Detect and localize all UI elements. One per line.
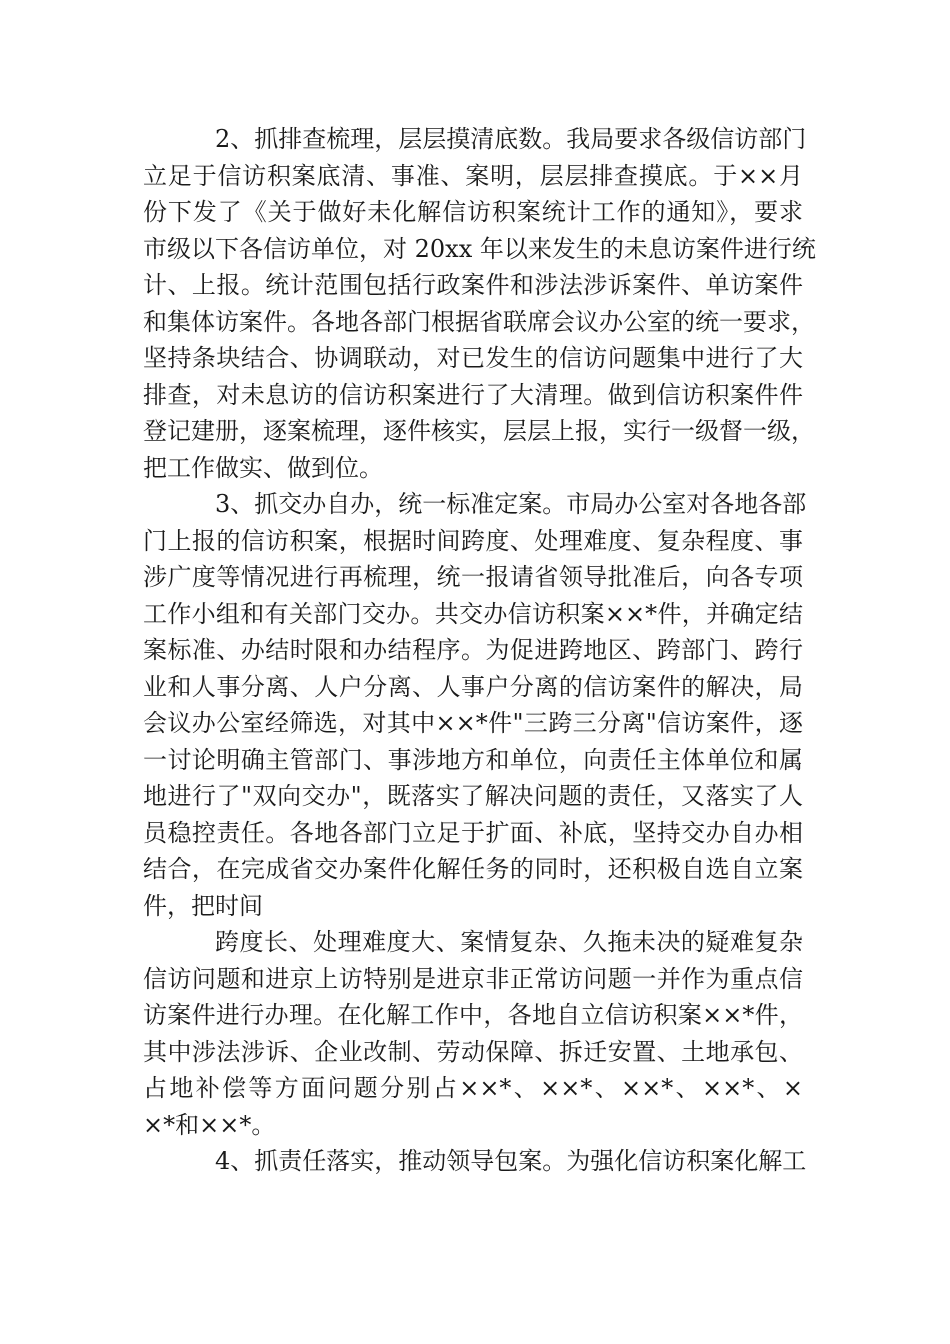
text-line: 其中涉法涉诉、企业改制、劳动保障、拆迁安置、土地承包、 [143, 1037, 803, 1066]
text-line: 登记建册，逐案梳理，逐件核实，层层上报，实行一级督一级， [143, 417, 815, 445]
text-line: 计、上报。统计范围包括行政案件和涉法涉诉案件、单访案件 [143, 271, 803, 299]
paragraph-4-heading-line: 4、抓责任落实，推动领导包案。为强化信访积案化解工 [215, 1147, 807, 1175]
text-line: 员稳控责任。各地各部门立足于扩面、补底，坚持交办自办相 [143, 818, 803, 847]
document-body [143, 121, 816, 1180]
text-line: 结合，在完成省交办案件化解任务的同时，还积极自选自立案 [143, 855, 803, 883]
text-line: 坚持条块结合、协调联动，对已发生的信访问题集中进行了大 [143, 344, 803, 372]
text-line: 涉广度等情况进行再梳理，统一报请省领导批准后，向各专项 [143, 563, 803, 591]
text-line: ×*和××*。 [143, 1110, 276, 1139]
text-line: 访案件进行办理。在化解工作中，各地自立信访积案××*件， [143, 1001, 803, 1029]
text-line: 市级以下各信访单位，对 20xx 年以来发生的未息访案件进行统 [143, 234, 816, 263]
text-line: 门上报的信访积案，根据时间跨度、处理难度、复杂程度、事 [143, 526, 803, 555]
text-line: 信访问题和进京上访特别是进京非正常访问题一并作为重点信 [143, 964, 803, 993]
text-line: 业和人事分离、人户分离、人事户分离的信访案件的解决，局 [143, 672, 803, 701]
text-line: 占地补偿等方面问题分别占××*、××*、××*、××*、× [143, 1074, 803, 1102]
text-line: 工作小组和有关部门交办。共交办信访积案××*件，并确定结 [143, 599, 803, 628]
text-line: 和集体访案件。各地各部门根据省联席会议办公室的统一要求， [143, 307, 815, 336]
text-line: 排查，对未息访的信访积案进行了大清理。做到信访积案件件 [143, 380, 803, 409]
paragraph-2-heading-line: 2、抓排查梳理，层层摸清底数。我局要求各级信访部门 [215, 125, 807, 153]
text-line: 会议办公室经筛选，对其中××*件"三跨三分离"信访案件，逐 [143, 709, 803, 737]
text-line: 把工作做实、做到位。 [143, 453, 383, 482]
text-line: 份下发了《关于做好未化解信访积案统计工作的通知》，要求 [143, 198, 803, 226]
paragraph-continuation-line: 跨度长、处理难度大、案情复杂、久拖未决的疑难复杂 [215, 928, 803, 956]
text-line: 立足于信访积案底清、事准、案明，层层排查摸底。于××月 [143, 161, 803, 190]
text-line: 一讨论明确主管部门、事涉地方和单位，向责任主体单位和属 [143, 745, 803, 774]
text-line: 地进行了"双向交办"，既落实了解决问题的责任，又落实了人 [143, 782, 803, 810]
text-line: 件，把时间 [143, 891, 263, 920]
text-line: 案标准、办结时限和办结程序。为促进跨地区、跨部门、跨行 [143, 636, 803, 664]
paragraph-3-heading-line: 3、抓交办自办，统一标准定案。市局办公室对各地各部 [215, 490, 807, 518]
